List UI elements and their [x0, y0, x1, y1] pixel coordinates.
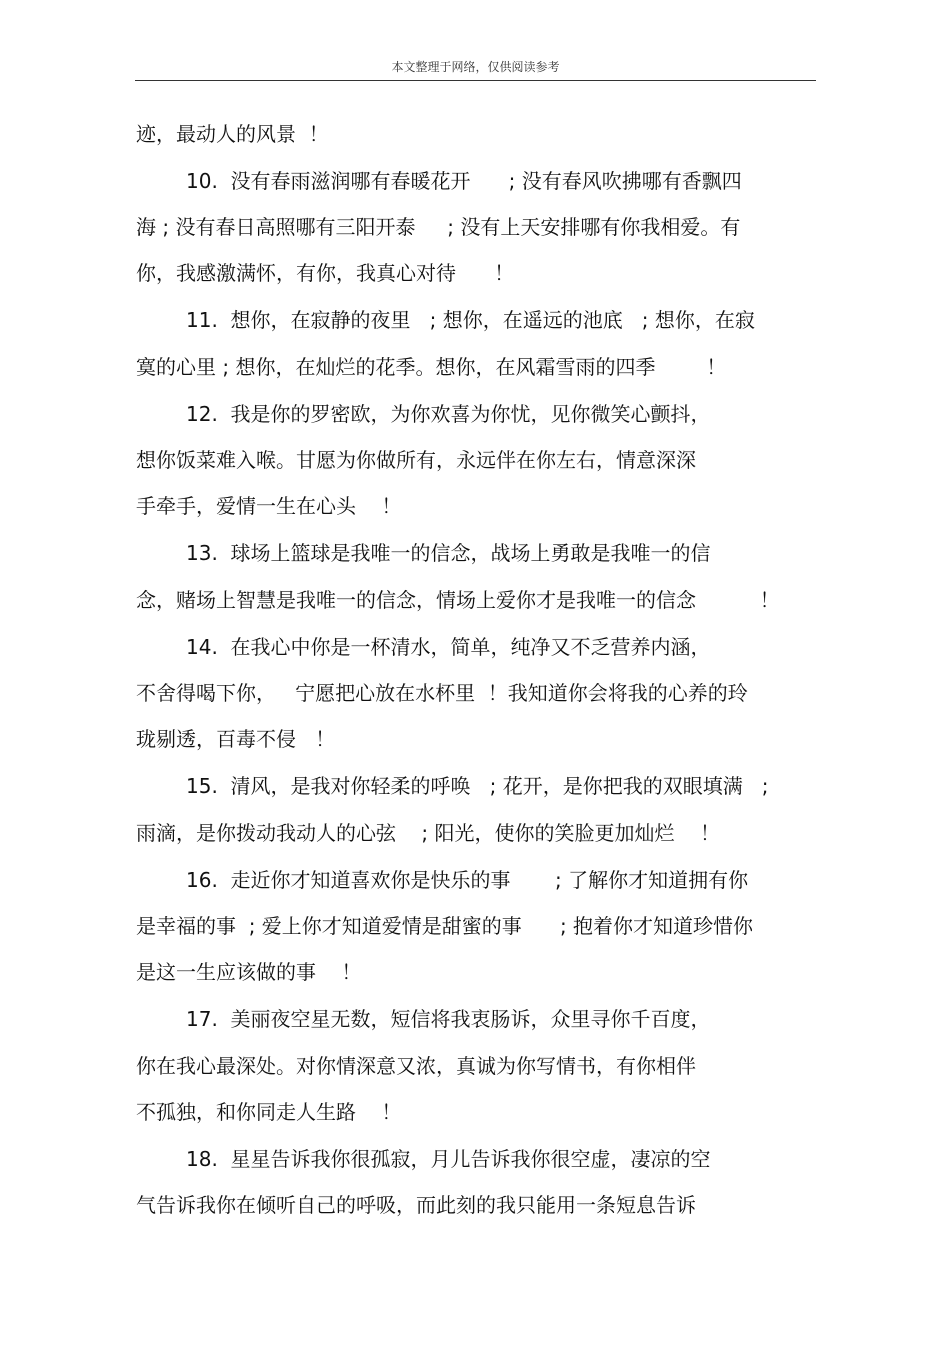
body-line: 手牵手，爱情一生在心头 ！ [136, 494, 402, 518]
body-line: 18. 星星告诉我你很孤寂，月儿告诉我你很空虚，凄凉的空 [186, 1147, 711, 1171]
body-line: 海 ; 没有春日高照哪有三阳开泰 ; 没有上天安排哪有你我相爱。有 [136, 215, 741, 239]
body-line: 不孤独，和你同走人生路 ！ [136, 1100, 402, 1124]
body-line: 气告诉我你在倾听自己的呼吸，而此刻的我只能用一条短息告诉 [136, 1193, 696, 1217]
body-line: 13. 球场上篮球是我唯一的信念，战场上勇敢是我唯一的信 [186, 541, 711, 565]
body-line: 寞的心里 ; 想你，在灿烂的花季。想你，在风霜雪雨的四季 ！ [136, 355, 727, 379]
body-line: 16. 走近你才知道喜欢你是快乐的事 ; 了解你才知道拥有你 [186, 868, 749, 892]
body-line: 念，赌场上智慧是我唯一的信念，情场上爱你才是我唯一的信念 ！ [136, 588, 780, 612]
body-line: 15. 清风，是我对你轻柔的呼唤 ; 花开，是你把我的双眼填满 ; [186, 774, 769, 798]
header-divider [135, 80, 816, 81]
body-line: 是幸福的事 ; 爱上你才知道爱情是甜蜜的事 ; 抱着你才知道珍惜你 [136, 914, 754, 938]
body-line: 不舍得喝下你， 宁愿把心放在水杯里 ！我知道你会将我的心养的玲 [136, 681, 748, 705]
body-line: 10. 没有春雨滋润哪有春暖花开 ; 没有春风吹拂哪有香飘四 [186, 169, 742, 193]
body-line: 17. 美丽夜空星无数，短信将我衷肠诉，众里寻你千百度， [186, 1007, 711, 1031]
body-line: 你在我心最深处。对你情深意又浓，真诚为你写情书，有你相伴 [136, 1054, 696, 1078]
body-line: 11. 想你，在寂静的夜里 ; 想你，在遥远的池底 ; 想你，在寂 [186, 308, 755, 332]
body-line: 是这一生应该做的事 ！ [136, 960, 362, 984]
body-line: 雨滴，是你拨动我动人的心弦 ; 阳光，使你的笑脸更加灿烂 ！ [136, 821, 720, 845]
body-line: 迹，最动人的风景 ！ [136, 122, 329, 146]
body-line: 想你饭菜难入喉。甘愿为你做所有，永远伴在你左右，情意深深 [136, 448, 696, 472]
body-line: 你，我感激满怀，有你，我真心对待 ！ [136, 261, 515, 285]
page-header: 本文整理于网络，仅供阅读参考 [391, 60, 560, 74]
body-line: 珑剔透，百毒不侵 ！ [136, 727, 336, 751]
body-line: 14. 在我心中你是一杯清水，简单，纯净又不乏营养内涵， [186, 635, 711, 659]
body-line: 12. 我是你的罗密欧，为你欢喜为你忧，见你微笑心颤抖， [186, 402, 711, 426]
